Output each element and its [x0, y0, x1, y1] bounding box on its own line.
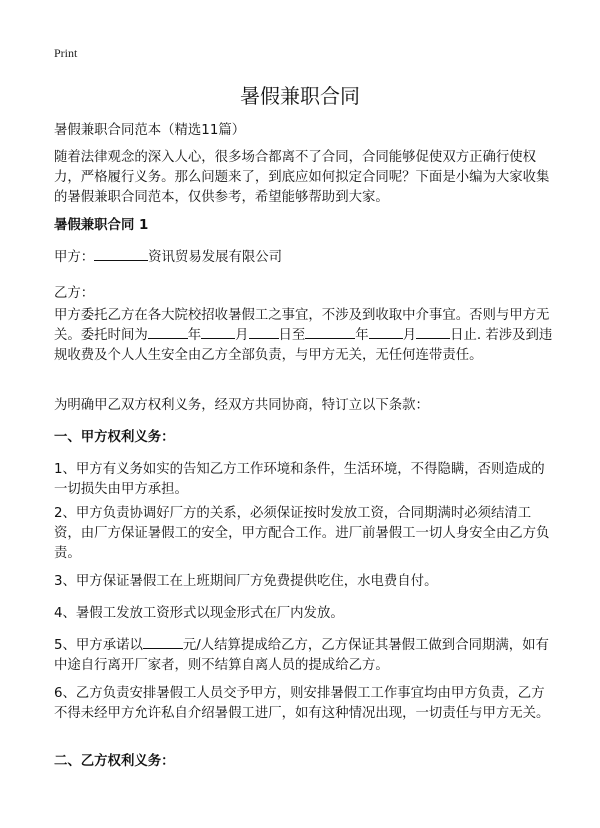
- clause-a5-text-2: 元/人结算提成给乙方，乙方保证其暑假工做到合同期满，如有中途自行离开厂家者，则不结算自离人员的提成给乙方。: [54, 638, 549, 673]
- month-label: 月: [235, 328, 249, 343]
- agree-paragraph: 为明确甲乙双方权利义务，经双方共同协商，特订立以下条款：: [54, 398, 429, 413]
- party-b-label: 乙方：: [54, 286, 95, 301]
- party-a-label: 甲方：: [54, 250, 95, 265]
- day-end-label: 日止: [450, 328, 477, 343]
- day-to-label: 日至: [278, 328, 306, 343]
- entrust-paragraph: [54, 306, 554, 366]
- year-label: 年: [187, 328, 202, 343]
- print-link[interactable]: Print: [54, 46, 78, 60]
- section-heading: 暑假兼职合同 1: [54, 218, 149, 233]
- clause-a4: 4、暑假工发放工资形式以现金形式在厂内发放。: [54, 606, 344, 621]
- party-a-line: [54, 248, 554, 268]
- month-label: 月: [402, 328, 417, 343]
- intro-paragraph: 随着法律观念的深入人心，很多场合都离不了合同，合同能够促使双方正确行使权力，严格履行义务。那么问题来了，到底应如何拟定合同呢？下面是小编为大家收集的暑假兼职合同范本，仅供参考，希望能够帮助到大家。: [54, 150, 550, 205]
- entrust-text: 甲方委托乙方在各大院校招收暑假工之事宜，不涉及到收取中介事宜。否则与甲方无关。委托时间为: [54, 308, 550, 343]
- party-b-line: [54, 284, 554, 304]
- clause-a1: 1、甲方有义务如实的告知乙方工作环境和条件，生活环境，不得隐瞒，否则造成的一切损失由甲方承担。: [54, 462, 545, 497]
- clause-a6: 6、乙方负责安排暑假工人员交予甲方，则安排暑假工工作事宜均由甲方负责，乙方不得未经甲方允许私自介绍暑假工进厂，如有这种情况出现，一切责任与甲方无关。: [54, 686, 550, 721]
- entrust-text-2: . 若涉及到违规收费及个人人生安全由乙方全部负责，与甲方无关，无任何连带责任。: [54, 328, 553, 363]
- clause-a5: [54, 636, 554, 676]
- blank-underline: [143, 636, 183, 649]
- blank-underline: [148, 326, 188, 339]
- blank-underline: [249, 326, 279, 339]
- party-b-rights-heading: 二、乙方权利义务：: [54, 754, 175, 769]
- clause-a3: 3、甲方保证暑假工在上班期间厂方免费提供吃住，水电费自付。: [54, 574, 438, 589]
- party-a-rights-heading: 一、甲方权利义务：: [54, 430, 175, 445]
- blank-underline: [369, 326, 403, 339]
- document-subtitle: 暑假兼职合同范本（精选11篇）: [54, 123, 246, 138]
- blank-underline: [94, 248, 148, 261]
- year-label: 年: [355, 328, 369, 343]
- clause-a5-text: 5、甲方承诺以: [54, 638, 143, 653]
- blank-underline: [416, 326, 450, 339]
- party-a-name: 资讯贸易发展有限公司: [148, 250, 283, 265]
- blank-underline: [201, 326, 235, 339]
- document-title: 暑假兼职合同: [240, 84, 360, 108]
- clause-a2: 2、甲方负责协调好厂方的关系，必须保证按时发放工资，合同期满时必须结清工资，由厂方保证暑假工的安全，甲方配合工作。进厂前暑假工一切人身安全由乙方负责。: [54, 506, 550, 561]
- blank-underline: [305, 326, 355, 339]
